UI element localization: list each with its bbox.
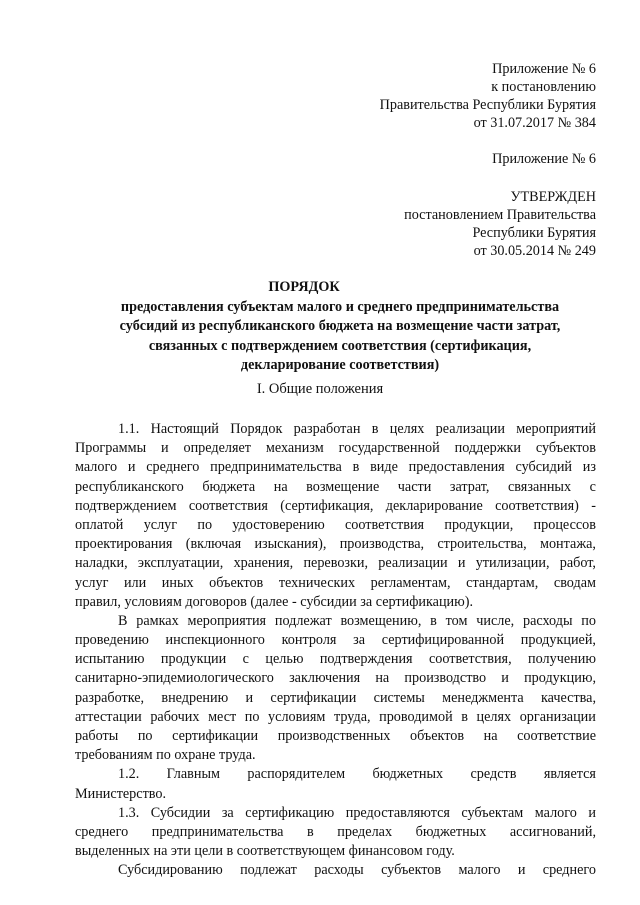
word: услуг <box>143 516 178 533</box>
word: условиям <box>268 708 326 725</box>
word: Главным <box>166 766 220 783</box>
word: удостоверению <box>232 516 325 533</box>
paragraph-line <box>75 478 596 497</box>
word: проведению <box>75 632 149 649</box>
title-line: связанных с подтверждением соответствия (сертификация, <box>148 337 532 354</box>
word: Субсидии <box>150 804 211 821</box>
word: в <box>371 421 379 437</box>
word: подтверждением <box>75 497 177 514</box>
word: среднего <box>542 862 596 879</box>
word: среднего <box>75 823 129 840</box>
word: подлежат <box>274 612 332 629</box>
word: расходы <box>314 862 364 879</box>
word: целью <box>265 651 304 668</box>
word: перевозки, <box>303 555 369 572</box>
word: производства, <box>339 536 425 553</box>
word: Субсидированию <box>118 862 223 879</box>
paragraph-line <box>75 631 596 650</box>
word: системы <box>373 689 425 706</box>
paragraph-line <box>75 804 596 823</box>
word: и <box>588 804 596 821</box>
word: получению <box>528 651 596 668</box>
word: соответствия) <box>495 497 579 514</box>
approval-resolution: постановлением Правительства <box>404 207 596 223</box>
word: и <box>517 862 526 879</box>
approval-heading: УТВЕРЖДЕН <box>510 189 596 205</box>
document-title <box>40 278 640 376</box>
word: предоставления <box>408 459 505 476</box>
word: испытанию <box>75 651 145 668</box>
word: соответствия <box>344 516 425 533</box>
word: малого <box>534 804 577 821</box>
paragraph-line: правил, условиям договоров (далее - субсидии за сертификацию). <box>75 593 474 610</box>
word: изыскания), <box>254 536 327 553</box>
amendment-annex-block <box>380 60 596 132</box>
word: затрат, <box>449 478 490 495</box>
word: и <box>501 670 509 687</box>
word: за <box>221 804 234 821</box>
word: подлежат <box>240 862 297 879</box>
word: из <box>582 459 596 476</box>
word: проектирования <box>75 536 173 553</box>
word: эксплуатации, <box>137 555 224 572</box>
word: производственных <box>277 728 391 744</box>
paragraph-line <box>75 612 596 631</box>
word: внедрению <box>161 689 229 706</box>
approval-block <box>404 188 596 260</box>
word: на <box>375 670 390 687</box>
annex-date: от 31.07.2017 № 384 <box>473 115 596 131</box>
word: работ, <box>559 555 596 572</box>
word: хранения, <box>233 555 294 572</box>
word: республиканского <box>75 478 184 495</box>
word: малого <box>458 862 501 879</box>
word: декларирование <box>385 497 483 514</box>
paragraph-line <box>75 516 596 535</box>
word: мероприятия <box>187 612 267 629</box>
word: заключения <box>289 670 361 687</box>
word: Настоящий <box>150 421 219 437</box>
word: субъектам <box>461 804 524 821</box>
title-line: субсидий из республиканского бюджета на возмещение части затрат, <box>119 318 561 334</box>
original-annex-number: Приложение № 6 <box>492 151 596 167</box>
word: оплатой <box>75 516 124 533</box>
word: 1.2. <box>118 766 140 783</box>
word: соответствие <box>517 728 596 744</box>
word: бюджета <box>202 478 256 495</box>
word: соответствия, <box>428 651 512 668</box>
word: пределах <box>337 823 393 840</box>
original-annex-block <box>492 150 596 168</box>
word: мест <box>208 708 237 725</box>
word: государственной <box>338 440 440 457</box>
word: рамках <box>136 612 179 629</box>
paragraph-line: Министерство. <box>75 785 167 802</box>
word: по <box>197 516 213 533</box>
word: иных <box>161 574 194 591</box>
paragraph-line: выделенных на эти цели в соответствующем финансовом году. <box>75 843 455 860</box>
annex-number: Приложение № 6 <box>492 61 596 77</box>
word: менеджмента <box>442 689 524 706</box>
word: объектов <box>209 574 264 591</box>
word: Порядок <box>230 421 283 437</box>
word: разработан <box>293 421 361 437</box>
word: труда, <box>334 708 371 725</box>
word: механизм <box>265 440 324 457</box>
word: субъектов <box>381 862 442 879</box>
word: является <box>543 766 596 783</box>
word: среднего <box>146 459 200 476</box>
word: сертифицированной <box>381 632 505 649</box>
word: организации <box>519 708 596 725</box>
word: по <box>244 708 260 725</box>
word: целях <box>476 708 512 725</box>
word: разработке, <box>75 689 145 706</box>
word: производство <box>404 670 487 687</box>
title-line: предоставления субъектам малого и среднего предпринимательства <box>120 298 560 315</box>
word: субъектов <box>535 440 596 457</box>
word: возмещение <box>306 478 380 495</box>
word: продукции, <box>444 516 514 533</box>
annex-issuer: Правительства Республики Бурятия <box>379 97 596 113</box>
word: (сертификация, <box>280 497 374 514</box>
title-heading: ПОРЯДОК <box>268 279 340 295</box>
paragraph-line: требованиям по охране труда. <box>75 747 256 764</box>
word: бюджетных <box>372 766 444 783</box>
word: поддержки <box>454 440 522 457</box>
paragraph-line <box>75 708 596 727</box>
word: виде <box>370 459 398 476</box>
body-text <box>75 420 596 881</box>
word: 1.1. <box>118 421 140 437</box>
word: санитарно-эпидемиологического <box>75 670 274 687</box>
word: 1.3. <box>118 804 140 821</box>
word: предоставляются <box>345 804 450 821</box>
word: с <box>589 478 596 495</box>
word: подтверждения <box>319 651 413 668</box>
word: сертификации <box>172 728 259 744</box>
word: в <box>352 459 360 476</box>
paragraph-line <box>75 689 596 708</box>
word: мероприятий <box>516 421 596 437</box>
word: и <box>245 689 254 706</box>
word: с <box>242 651 249 668</box>
word: возмещению, <box>340 612 422 629</box>
word: по <box>137 728 153 744</box>
word: строительства, <box>437 536 527 553</box>
word: рабочих <box>150 708 200 725</box>
word: - <box>591 497 596 514</box>
paragraph-line <box>75 497 596 516</box>
word: расходы <box>523 612 573 629</box>
word: контроля <box>281 632 337 649</box>
word: определяет <box>183 440 251 457</box>
word: Программы <box>75 440 147 457</box>
paragraph-line <box>75 823 596 842</box>
word: утилизации, <box>475 555 550 572</box>
word: части <box>397 478 432 495</box>
word: процессов <box>533 516 596 533</box>
word: (включая <box>185 536 242 553</box>
word: в <box>306 823 314 840</box>
word: за <box>353 632 366 649</box>
word: том <box>445 612 468 629</box>
paragraph-line <box>75 535 596 554</box>
word: на <box>273 478 288 495</box>
annex-reference: к постановлению <box>491 79 596 95</box>
word: монтажа, <box>539 536 596 553</box>
paragraph-line <box>75 861 596 880</box>
word: или <box>123 574 147 591</box>
word: продукцию, <box>524 670 596 687</box>
word: бюджетных <box>415 823 487 840</box>
word: предпринимательства <box>210 459 342 476</box>
word: работы <box>75 728 119 744</box>
paragraph-line <box>75 458 596 477</box>
word: по <box>581 612 596 629</box>
word: на <box>483 728 498 744</box>
word: предпринимательства <box>151 823 284 840</box>
word: инспекционного <box>165 632 265 649</box>
word: субсидий <box>515 459 573 476</box>
word: и <box>127 459 136 476</box>
word: целях <box>389 421 425 437</box>
section-heading: I. Общие положения <box>256 381 384 397</box>
word: в <box>430 612 437 629</box>
paragraph-line <box>75 420 596 439</box>
paragraph-line <box>75 554 596 573</box>
word: наладки, <box>75 555 128 572</box>
paragraph-line <box>75 727 596 746</box>
approval-issuer: Республики Бурятия <box>472 225 596 241</box>
word: сертификации <box>270 689 357 706</box>
title-line: декларирование соответствия) <box>240 357 440 373</box>
word: аттестации <box>75 708 142 725</box>
word: продукции <box>160 651 227 668</box>
word: малого <box>75 459 118 476</box>
word: сертификацию <box>245 804 335 821</box>
word: технических <box>278 574 356 591</box>
paragraph-line <box>75 650 596 669</box>
word: и <box>457 555 466 572</box>
word: продукцией, <box>520 632 596 649</box>
word: числе, <box>476 612 515 629</box>
word: связанных <box>508 478 572 495</box>
word: регламентам, <box>370 574 451 591</box>
paragraph-line <box>75 574 596 593</box>
word: услуг <box>75 574 109 591</box>
word: объектов <box>409 728 465 744</box>
word: сводам <box>553 574 596 591</box>
approval-date: от 30.05.2014 № 249 <box>473 243 596 259</box>
word: реализации <box>435 421 505 437</box>
word: качества, <box>540 689 596 706</box>
word: в <box>461 708 468 725</box>
word: В <box>118 612 128 629</box>
paragraph-line <box>75 669 596 688</box>
word: соответствия <box>188 497 268 514</box>
paragraph-line <box>75 765 596 784</box>
word: реализации <box>378 555 448 572</box>
word: и <box>161 440 169 457</box>
word: стандартам, <box>466 574 539 591</box>
paragraph-line <box>75 439 596 458</box>
word: распорядителем <box>247 766 346 783</box>
word: средств <box>470 766 517 783</box>
word: ассигнований, <box>509 823 596 840</box>
word: проводимой <box>379 708 453 725</box>
